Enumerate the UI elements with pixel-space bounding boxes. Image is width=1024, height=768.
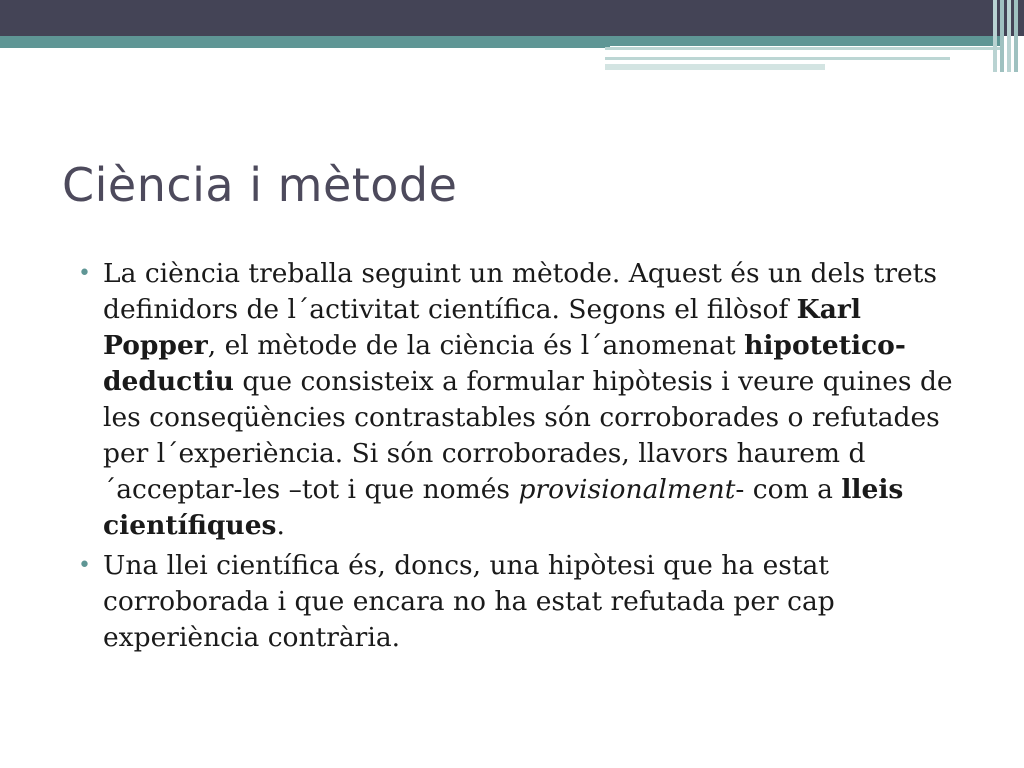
bullet-item xyxy=(78,256,978,544)
bullet-icon: • xyxy=(78,261,91,286)
stripe xyxy=(1007,0,1011,72)
stripe xyxy=(1000,0,1004,72)
header-band-teal-right xyxy=(605,36,1000,46)
header-accent-line xyxy=(605,57,950,60)
bullet-text: , el mètode de la ciència és l´anomenat xyxy=(207,330,745,361)
header-accent-line xyxy=(605,64,825,70)
stripe xyxy=(1014,0,1018,72)
bullet-icon: • xyxy=(78,553,91,578)
bullet-text-bold: Karl Popper xyxy=(103,294,861,361)
bullet-text: . xyxy=(276,510,285,541)
header-stripes xyxy=(985,0,1024,72)
bullet-text: que consisteix a formular hipòtesis i veure quines de les conseqüències contrastables són corroborades o refutades per l´experiència. Si són corroborades, llavors haurem d´acceptar-les –tot i que només xyxy=(103,366,953,505)
stripe xyxy=(993,0,997,72)
bullet-text-bold: lleis científiques xyxy=(103,474,904,541)
header-accent-line xyxy=(605,47,1000,50)
bullet-text: - com a xyxy=(735,474,842,505)
bullet-text: La ciència treballa seguint un mètode. Aquest és un dels trets definidors de l´activitat científica. Segons el filòsof xyxy=(103,258,937,325)
bullet-list xyxy=(78,256,978,660)
header-band-teal xyxy=(0,36,610,48)
bullet-text-italic: provisionalment xyxy=(518,474,736,505)
bullet-item xyxy=(78,548,978,656)
header-band-dark xyxy=(0,0,1024,36)
bullet-text: Una llei científica és, doncs, una hipòtesi que ha estat corroborada i que encara no ha estat refutada per cap experiència contrària. xyxy=(103,550,835,653)
slide-title: Ciència i mètode xyxy=(62,158,458,212)
bullet-text-bold: hipotetico-deductiu xyxy=(103,330,906,397)
